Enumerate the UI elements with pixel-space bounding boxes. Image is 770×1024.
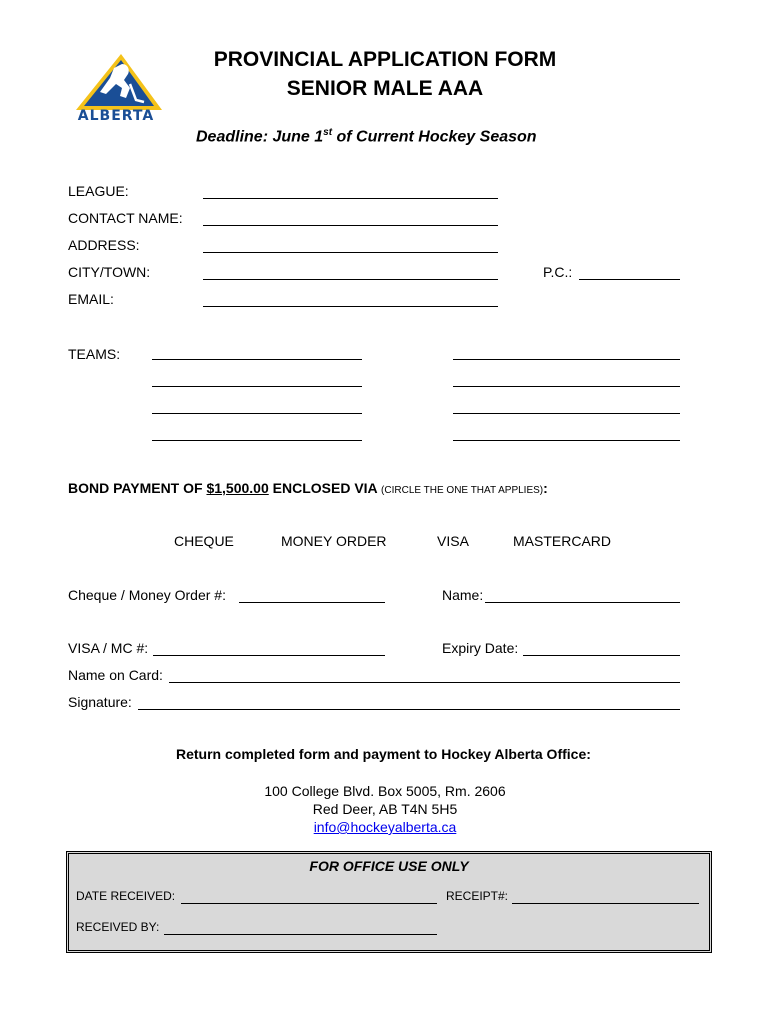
card-number-label: VISA / MC #: [68, 640, 149, 656]
address-label: ADDRESS: [68, 237, 140, 253]
bond-payment-heading: BOND PAYMENT OF $1,500.00 ENCLOSED VIA (CIRCLE THE ONE THAT APPLIES): [68, 480, 548, 496]
receipt-number-field[interactable] [512, 903, 699, 904]
signature-field[interactable] [138, 709, 680, 710]
team-field-3[interactable] [152, 386, 362, 387]
league-label: LEAGUE: [68, 183, 129, 199]
return-email-link[interactable]: info@hockeyalberta.ca [313, 819, 457, 835]
office-use-box [66, 851, 712, 953]
page-title-line1: PROVINCIAL APPLICATION FORM [213, 48, 557, 71]
team-field-1[interactable] [152, 359, 362, 360]
deadline-text: Deadline: June 1st of Current Hockey Season [196, 127, 537, 146]
name-on-card-field[interactable] [169, 682, 680, 683]
team-field-4[interactable] [453, 386, 680, 387]
logo-text: ALBERTA [77, 108, 155, 124]
expiry-date-label: Expiry Date: [442, 640, 519, 656]
team-field-2[interactable] [453, 359, 680, 360]
league-field[interactable] [203, 198, 498, 199]
contact-name-label: CONTACT NAME: [68, 210, 183, 226]
signature-label: Signature: [68, 694, 132, 710]
email-label: EMAIL: [68, 291, 114, 307]
payer-name-label: Name: [442, 587, 484, 603]
return-address-line1: 100 College Blvd. Box 5005, Rm. 2606 [264, 783, 506, 799]
page-title-line2: SENIOR MALE AAA [286, 77, 484, 100]
expiry-date-field[interactable] [523, 655, 680, 656]
received-by-field[interactable] [164, 934, 437, 935]
team-field-6[interactable] [453, 413, 680, 414]
postal-code-field[interactable] [579, 279, 680, 280]
return-address-line2: Red Deer, AB T4N 5H5 [312, 801, 458, 817]
cheque-number-field[interactable] [239, 602, 385, 603]
team-field-5[interactable] [152, 413, 362, 414]
return-heading: Return completed form and payment to Hockey Alberta Office: [176, 746, 591, 762]
bond-amount: $1,500.00 [206, 480, 269, 496]
date-received-label: DATE RECEIVED: [76, 889, 176, 903]
card-number-field[interactable] [153, 655, 385, 656]
date-received-field[interactable] [181, 903, 437, 904]
contact-name-field[interactable] [203, 225, 498, 226]
email-field[interactable] [203, 306, 498, 307]
bond-note: (CIRCLE THE ONE THAT APPLIES) [381, 485, 544, 496]
city-town-field[interactable] [203, 279, 498, 280]
payer-name-field[interactable] [485, 602, 680, 603]
office-use-title: FOR OFFICE USE ONLY [309, 858, 469, 874]
payment-option-mastercard[interactable]: MASTERCARD [513, 533, 612, 549]
hockey-alberta-logo [66, 48, 166, 132]
name-on-card-label: Name on Card: [68, 667, 163, 683]
payment-option-visa[interactable]: VISA [437, 533, 469, 549]
cheque-number-label: Cheque / Money Order #: [68, 587, 226, 603]
address-field[interactable] [203, 252, 498, 253]
postal-code-label: P.C.: [543, 264, 573, 280]
received-by-label: RECEIVED BY: [76, 920, 160, 934]
team-field-8[interactable] [453, 440, 680, 441]
receipt-number-label: RECEIPT#: [446, 889, 509, 903]
payment-option-cheque[interactable]: CHEQUE [174, 533, 234, 549]
teams-label: TEAMS: [68, 346, 121, 362]
team-field-7[interactable] [152, 440, 362, 441]
city-town-label: CITY/TOWN: [68, 264, 151, 280]
payment-option-money-order[interactable]: MONEY ORDER [281, 533, 387, 549]
